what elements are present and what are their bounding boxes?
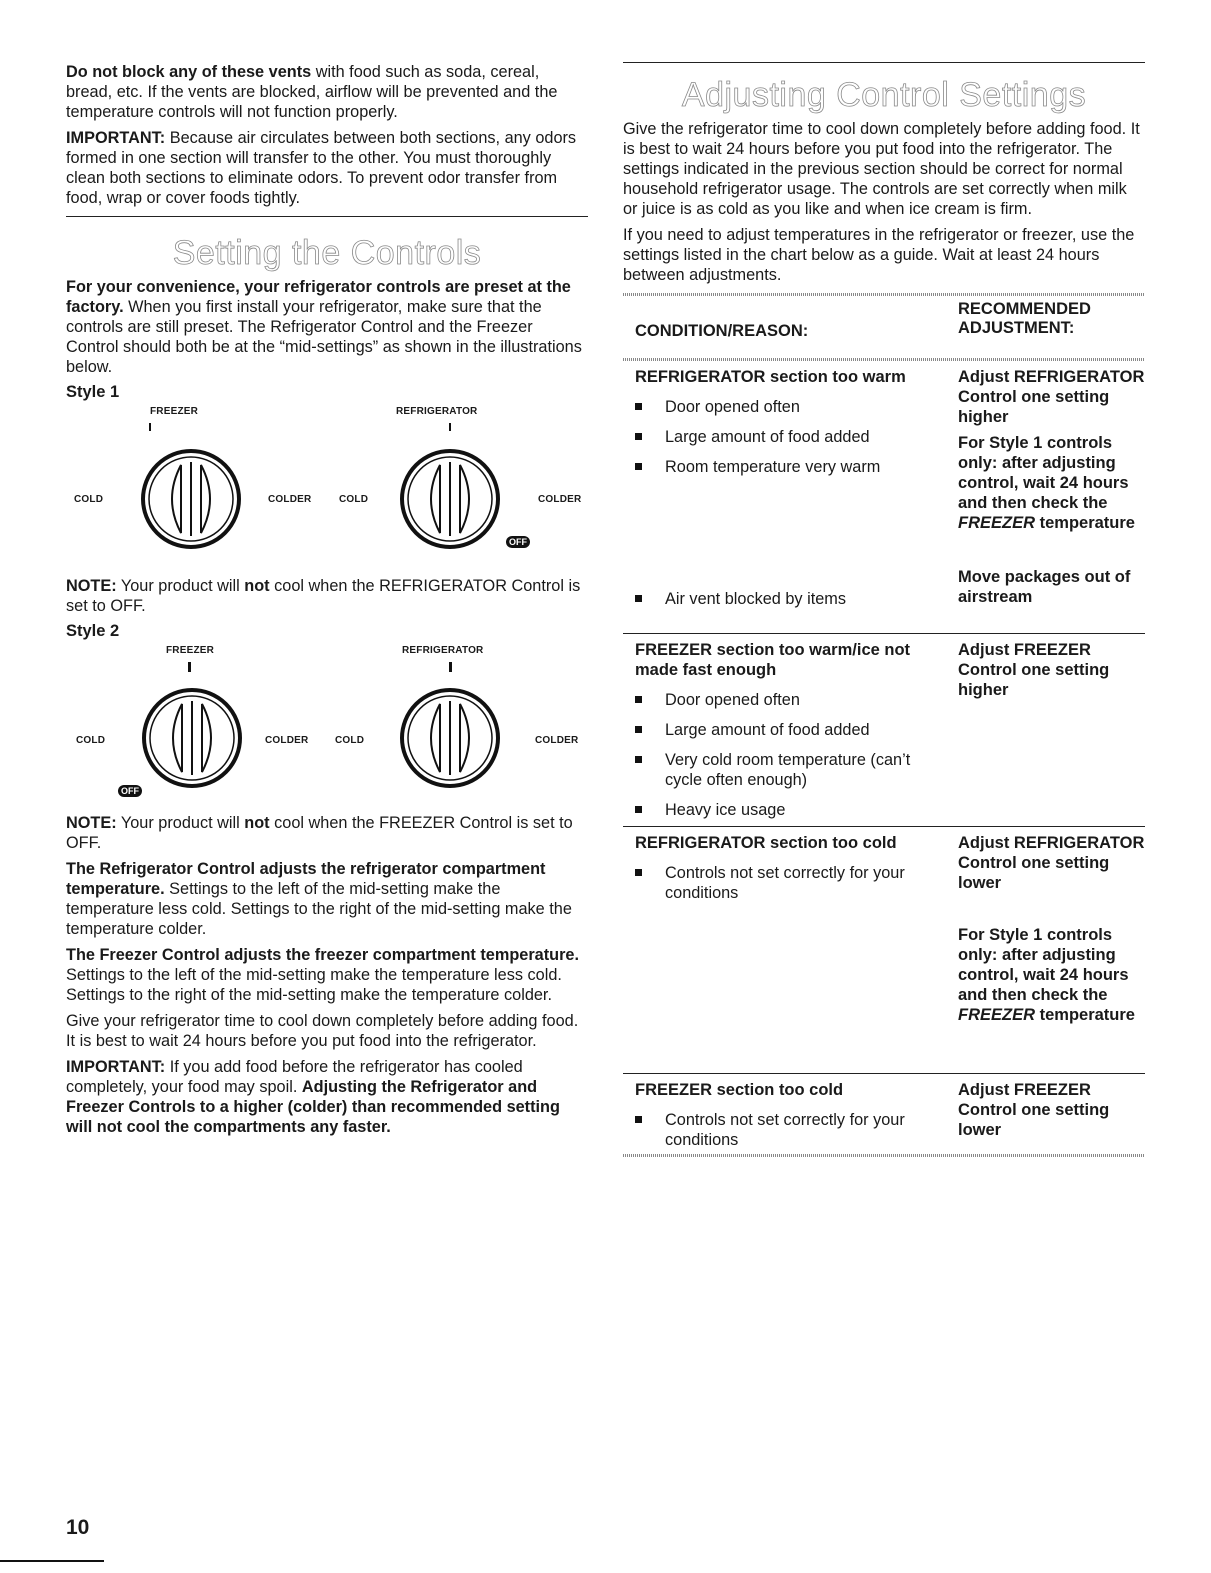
setting-controls-title: Setting the Controls bbox=[172, 234, 482, 272]
table-row bbox=[623, 361, 1145, 633]
freezer-label: FREEZER bbox=[150, 406, 199, 417]
row-adjustment-2: Move packages out of airstream bbox=[958, 568, 1131, 606]
style2-dial-graphic bbox=[66, 645, 588, 813]
list-item: Controls not set correctly for your conditions bbox=[635, 863, 935, 903]
table-top-border bbox=[623, 293, 1145, 296]
col-condition-header: CONDITION/REASON: bbox=[635, 322, 809, 340]
list-item: Room temperature very warm bbox=[635, 457, 935, 477]
refrigerator-label-2: REFRIGERATOR bbox=[402, 645, 484, 656]
important-paragraph: IMPORTANT: If you add food before the refrigerator has cooled completely, your food may spoil. Adjusting the Refrigerator and Freezer Controls to a higher (colder) than recommended setting will not cool the compartments any faster. bbox=[66, 1058, 560, 1136]
preset-paragraph: For your convenience, your refrigerator controls are preset at the factory. When you first install your refrigerator, make sure that the controls are still preset. The Refrigerator Control and the Freezer Control should both be at the “mid-settings” as shown in the illustrations below. bbox=[66, 278, 582, 376]
note-freezer-off: NOTE: Your product will not cool when the FREEZER Control is set to OFF. bbox=[66, 814, 573, 852]
row-adjustment: Adjust FREEZER Control one setting lower bbox=[958, 1081, 1110, 1139]
colder-label-3: COLDER bbox=[265, 735, 309, 746]
right-column bbox=[623, 62, 1145, 1157]
refrigerator-control-paragraph: The Refrigerator Control adjusts the refrigerator compartment temperature. Settings to the left of the mid-setting make the temperature less cold. Settings to the right of the mid-setting make the temperature colder. bbox=[66, 860, 572, 938]
row-adjustment: Adjust REFRIGERATOR Control one setting lower bbox=[958, 834, 1145, 892]
cold-label: COLD bbox=[74, 494, 104, 505]
list-item: Heavy ice usage bbox=[635, 800, 935, 820]
adjust-guide-paragraph: If you need to adjust temperatures in the refrigerator or freezer, use the settings listed in the chart below as a guide. Wait at least 24 hours between adjustments. bbox=[623, 226, 1135, 284]
off-badge: OFF bbox=[506, 536, 530, 548]
style1-note-2: For Style 1 controls only: after adjusting control, wait 24 hours and then check the FREEZER temperature bbox=[958, 926, 1135, 1024]
style2-dials bbox=[66, 645, 588, 813]
table-row bbox=[623, 634, 1145, 826]
row-condition-title: REFRIGERATOR section too cold bbox=[635, 834, 897, 852]
page-number: 10 bbox=[66, 1516, 90, 1539]
table-header bbox=[623, 300, 1145, 352]
list-item: Door opened often bbox=[635, 397, 935, 417]
bottom-bar bbox=[0, 1560, 104, 1562]
row-condition-title: REFRIGERATOR section too warm bbox=[635, 368, 906, 386]
row-adjustment: Adjust FREEZER Control one setting higher bbox=[958, 641, 1110, 699]
colder-label-4: COLDER bbox=[535, 735, 579, 746]
list-item: Large amount of food added bbox=[635, 720, 935, 740]
cold-label-2: COLD bbox=[339, 494, 369, 505]
list-item: Very cold room temperature (can’t cycle often enough) bbox=[635, 750, 935, 790]
row-condition-title: FREEZER section too cold bbox=[635, 1081, 844, 1099]
vents-paragraph: Do not block any of these vents with food such as soda, cereal, bread, etc. If the vents are blocked, airflow will be prevented and the temperature controls will not function properly. bbox=[66, 63, 558, 121]
cool-down-paragraph: Give your refrigerator time to cool down completely before adding food. It is best to wait 24 hours before you put food into the refrigerator. bbox=[66, 1012, 579, 1050]
row-adjustment: Adjust REFRIGERATOR Control one setting higher bbox=[958, 368, 1145, 426]
note-refrigerator-off: NOTE: Your product will not cool when the REFRIGERATOR Control is set to OFF. bbox=[66, 577, 581, 615]
table-row bbox=[623, 1074, 1145, 1154]
colder-label: COLDER bbox=[268, 494, 312, 505]
col-adjustment-header: RECOMMENDED ADJUSTMENT: bbox=[958, 300, 1091, 337]
style1-label: Style 1 bbox=[66, 383, 120, 401]
top-divider bbox=[623, 62, 1145, 63]
style1-note: For Style 1 controls only: after adjusting control, wait 24 hours and then check the FREEZER temperature bbox=[958, 434, 1135, 532]
row-condition-title: FREEZER section too warm/ice not made fast enough bbox=[635, 641, 911, 679]
style1-dials bbox=[66, 406, 588, 576]
cold-label-3: COLD bbox=[76, 735, 106, 746]
table-bottom-border bbox=[623, 1154, 1145, 1157]
adjust-intro-paragraph: Give the refrigerator time to cool down completely before adding food. It is best to wait 24 hours before you put food into the refrigerator. The settings indicated in the previous section should be correct for normal household refrigerator usage. The controls are set correctly when milk or juice is as cold as you like and when ice cream is firm. bbox=[623, 120, 1140, 218]
freezer-control-paragraph: The Freezer Control adjusts the freezer compartment temperature. Settings to the left of the mid-setting make the temperature less cold. Settings to the right of the mid-setting make the temperature colder. bbox=[66, 946, 579, 1004]
table-row bbox=[623, 827, 1145, 1073]
style2-label: Style 2 bbox=[66, 622, 120, 640]
cold-label-4: COLD bbox=[335, 735, 365, 746]
adjusting-settings-title: Adjusting Control Settings bbox=[681, 76, 1087, 114]
colder-label-2: COLDER bbox=[538, 494, 582, 505]
refrigerator-label: REFRIGERATOR bbox=[396, 406, 478, 417]
list-item: Controls not set correctly for your conditions bbox=[635, 1110, 935, 1150]
freezer-label-2: FREEZER bbox=[166, 645, 215, 656]
list-item: Air vent blocked by items bbox=[635, 589, 935, 609]
odor-paragraph: IMPORTANT: Because air circulates between both sections, any odors formed in one section will transfer to the other. You must thoroughly clean both sections to eliminate odors. To prevent odor transfer from food, wrap or cover foods tightly. bbox=[66, 129, 577, 207]
left-column bbox=[66, 62, 588, 1143]
section-divider bbox=[66, 216, 588, 217]
style1-dial-graphic bbox=[66, 406, 588, 576]
list-item: Large amount of food added bbox=[635, 427, 935, 447]
list-item: Door opened often bbox=[635, 690, 935, 710]
off-badge-2: OFF bbox=[118, 785, 142, 797]
